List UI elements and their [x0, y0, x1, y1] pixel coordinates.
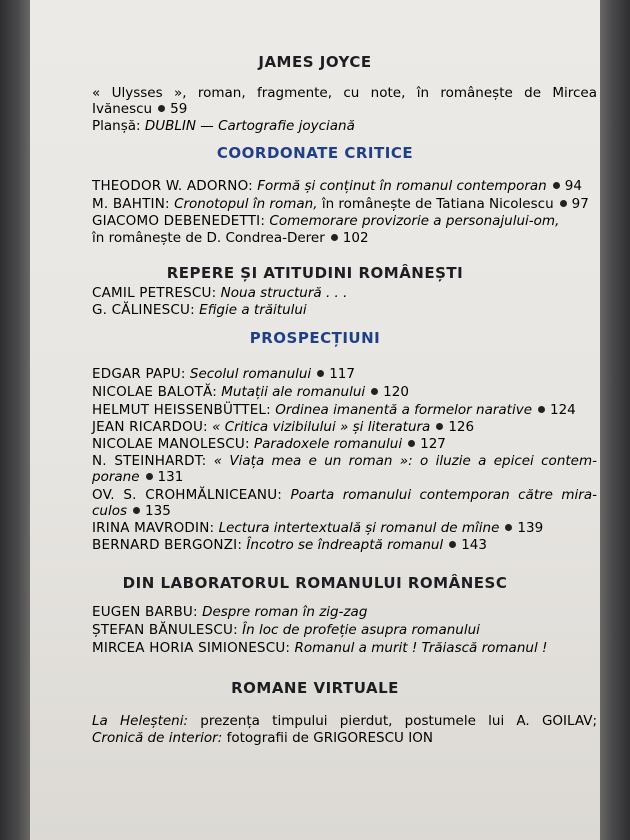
page-number: 131	[157, 469, 184, 485]
plansa-title: DUBLIN — Cartografie joyciană	[144, 118, 355, 134]
page-number: 124	[550, 402, 576, 418]
entry-text: fotografii de GRIGORESCU ION	[226, 730, 433, 746]
entry-author: M. BAHTIN:	[92, 196, 170, 212]
entry-title: La Heleșteni:	[92, 713, 189, 729]
entry-title: În loc de profeție asupra romanului	[242, 622, 480, 638]
page-number: 139	[517, 520, 544, 536]
entry-author: EDGAR PAPU:	[92, 366, 186, 382]
entry-title: Ordinea imanentă a formelor narative	[275, 402, 532, 418]
toc-entry	[92, 402, 576, 418]
entry-title: Comemorare provizorie a personajului-om,	[269, 213, 560, 229]
entry-title-cont: culos	[92, 503, 128, 519]
page-number: 135	[145, 503, 171, 519]
section-heading-laborator: DIN LABORATORUL ROMANULUI ROMÂNESC	[122, 574, 508, 592]
joyce-entry-text-2: Ivănescu	[92, 101, 153, 117]
entry-text: prezența timpului pierdut, postumele lui A. GOILAV;	[200, 713, 598, 729]
entry-title-cont: porane	[92, 469, 140, 485]
page-number: 120	[383, 384, 409, 400]
toc-entry-cont	[92, 230, 369, 246]
entry-author: NICOLAE MANOLESCU:	[92, 436, 250, 452]
bullet-icon	[505, 524, 512, 531]
toc-entry	[92, 520, 543, 536]
entry-title: Noua structură . . .	[220, 285, 348, 301]
plansa-label: Planșă:	[92, 118, 141, 134]
page-number: 117	[329, 366, 355, 382]
page-number: 126	[448, 419, 475, 435]
toc-entry	[92, 302, 307, 318]
page-number: 102	[342, 230, 369, 246]
entry-author: MIRCEA HORIA SIMIONESCU:	[92, 640, 291, 656]
bullet-icon	[371, 388, 378, 395]
entry-title: « Critica vizibilului » și literatura	[212, 419, 431, 435]
bullet-icon	[436, 423, 443, 430]
toc-entry	[92, 436, 446, 452]
toc-entry	[92, 604, 367, 620]
entry-author: G. CĂLINESCU:	[92, 302, 195, 318]
toc-entry	[92, 713, 597, 729]
joyce-entry-line2	[92, 101, 187, 117]
section-heading-coordonate: COORDONATE CRITICE	[216, 144, 414, 162]
toc-entry	[92, 384, 409, 400]
entry-title: Formă și conținut în romanul contemporan	[257, 178, 547, 194]
entry-title: Despre roman în zig-zag	[202, 604, 368, 620]
section-heading-joyce: JAMES JOYCE	[258, 53, 372, 71]
bullet-icon	[331, 234, 338, 241]
page-number: 59	[170, 101, 188, 117]
toc-entry	[92, 730, 433, 746]
toc-entry	[92, 537, 487, 553]
entry-title: Secolul romanului	[189, 366, 312, 382]
joyce-plansa	[92, 118, 355, 134]
page-gutter-left	[0, 0, 30, 840]
entry-translator: în românește de D. Condrea-Derer	[92, 230, 325, 246]
toc-entry	[92, 213, 559, 229]
entry-author: EUGEN BARBU:	[92, 604, 198, 620]
toc-entry-cont	[92, 503, 171, 519]
toc-entry	[92, 622, 480, 638]
page-gutter-right	[600, 0, 630, 840]
entry-author: THEODOR W. ADORNO:	[92, 178, 253, 194]
joyce-entry-line1	[92, 85, 597, 101]
toc-entry	[92, 366, 355, 382]
bullet-icon	[560, 200, 567, 207]
entry-author: ȘTEFAN BĂNULESCU:	[92, 622, 238, 638]
entry-author: GIACOMO DEBENEDETTI:	[92, 213, 266, 229]
entry-author: CAMIL PETRESCU:	[92, 285, 217, 301]
entry-author: IRINA MAVRODIN:	[92, 520, 215, 536]
entry-title: Paradoxele romanului	[254, 436, 403, 452]
page-number: 97	[571, 196, 589, 212]
entry-title: Poarta romanului contemporan către mira-	[290, 487, 597, 503]
entry-author: HELMUT HEISSENBÜTTEL:	[92, 402, 271, 418]
toc-entry	[92, 487, 597, 503]
entry-author: JEAN RICARDOU:	[92, 419, 208, 435]
entry-author: N. STEINHARDT:	[92, 453, 207, 469]
bullet-icon	[158, 105, 165, 112]
toc-entry	[92, 640, 547, 656]
entry-title: Cronotopul în roman,	[174, 196, 318, 212]
toc-entry	[92, 419, 474, 435]
bullet-icon	[146, 473, 153, 480]
bullet-icon	[538, 406, 545, 413]
page-number: 127	[420, 436, 446, 452]
toc-entry	[92, 196, 589, 212]
joyce-entry-text: « Ulysses », roman, fragmente, cu note, în românește de Mircea	[92, 85, 597, 101]
bullet-icon	[317, 370, 324, 377]
toc-entry	[92, 453, 597, 469]
entry-title: Efigie a trăitului	[199, 302, 307, 318]
entry-title: Cronică de interior:	[92, 730, 223, 746]
entry-translator: în românește de Tatiana Nicolescu	[321, 196, 554, 212]
toc-entry	[92, 178, 582, 194]
entry-title: « Viața mea e un roman »: o iluzie a epicei contem-	[213, 453, 597, 469]
toc-entry	[92, 285, 347, 301]
page-number: 94	[564, 178, 582, 194]
entry-author: OV. S. CROHMĂLNICEANU:	[92, 487, 283, 503]
entry-title: Încotro se îndreaptă romanul	[246, 537, 444, 553]
section-heading-virtuale: ROMANE VIRTUALE	[231, 679, 399, 697]
entry-author: NICOLAE BALOTĂ:	[92, 384, 217, 400]
bullet-icon	[133, 507, 140, 514]
entry-title: Lectura intertextuală și romanul de mîine	[218, 520, 500, 536]
bullet-icon	[553, 182, 560, 189]
bullet-icon	[408, 440, 415, 447]
section-heading-prospectiuni: PROSPECȚIUNI	[249, 329, 381, 347]
entry-author: BERNARD BERGONZI:	[92, 537, 243, 553]
section-heading-repere: REPERE ȘI ATITUDINI ROMÂNEȘTI	[166, 264, 464, 282]
bullet-icon	[449, 541, 456, 548]
entry-title: Mutații ale romanului	[221, 384, 366, 400]
page-number: 143	[461, 537, 487, 553]
entry-title: Romanul a murit ! Trăiască romanul !	[294, 640, 548, 656]
toc-entry-cont	[92, 469, 183, 485]
